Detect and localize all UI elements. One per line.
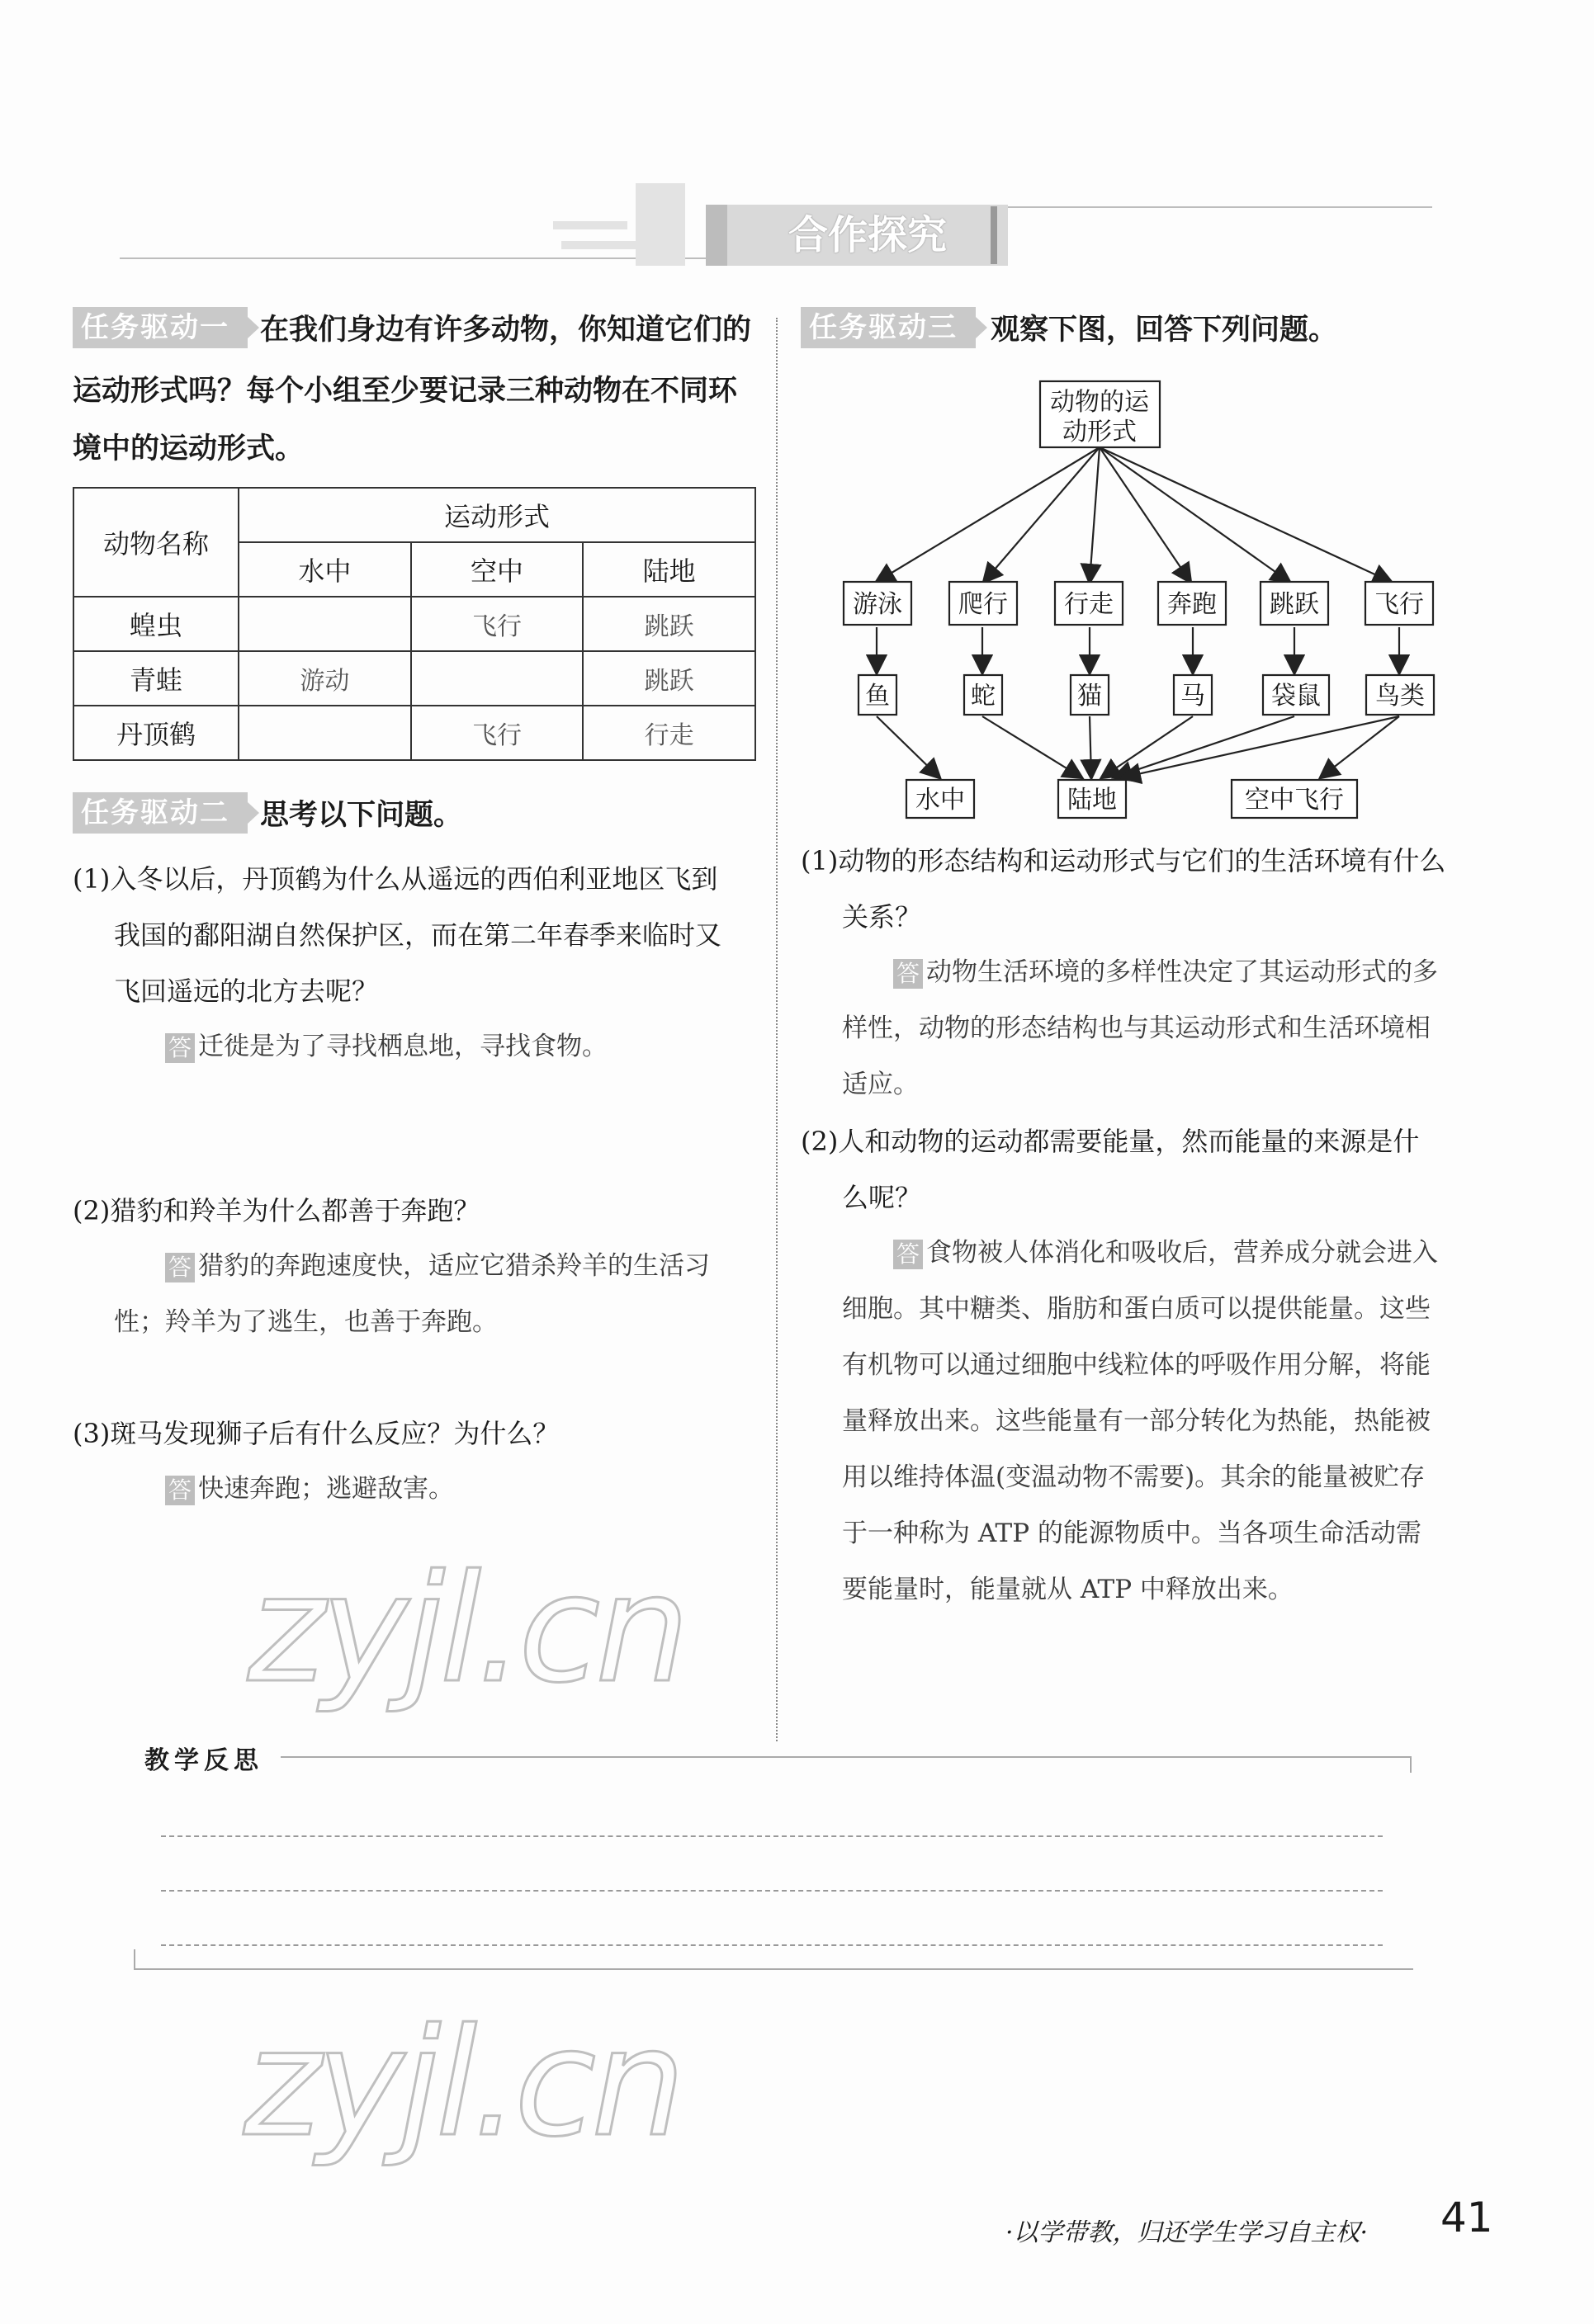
task2-a3-text: 快速奔跑；逃避敌害。	[198, 1474, 454, 1504]
reflection-top-rule	[281, 1756, 1412, 1758]
diagram-form: 跳跃	[1270, 590, 1319, 619]
task2-badge: 任务驱动二	[73, 792, 248, 834]
table-subheader: 空中	[411, 542, 584, 597]
header-rule-left	[120, 257, 706, 259]
reflection-corner	[134, 1949, 135, 1969]
table-row	[73, 651, 755, 706]
diagram-animal: 马	[1180, 682, 1205, 711]
task3-q1-line: (1)动物的形态结构和运动形式与它们的生活环境有什么	[801, 845, 1446, 876]
diagram-env: 陆地	[1067, 786, 1117, 815]
task3-q2-line: (2)人和动物的运动都需要能量，然而能量的来源是什	[801, 1126, 1420, 1157]
task2-a1	[165, 1025, 608, 1063]
answer-mark: 答	[165, 1476, 195, 1505]
reflection-line[interactable]	[161, 1890, 1383, 1892]
section-title: 合作探究	[706, 205, 1008, 266]
task2-q1-line: (1)入冬以后，丹顶鹤为什么从遥远的西伯利亚地区飞到	[73, 863, 718, 895]
task3-a2-line: 细胞。其中糖类、脂肪和蛋白质可以提供能量。这些	[842, 1294, 1431, 1324]
motion-diagram	[792, 371, 1486, 834]
task2-a3	[165, 1467, 454, 1505]
page-number: 41	[1440, 2194, 1493, 2241]
table-cell	[239, 597, 411, 651]
footer-motto: ·以学带教，归还学生学习自主权·	[1005, 2218, 1369, 2247]
diagram-animal: 猫	[1077, 682, 1102, 711]
task3-a1-line: 适应。	[842, 1070, 919, 1099]
task3-title: 观察下图，回答下列问题。	[991, 314, 1338, 347]
task2-a2-text: 猎豹的奔跑速度快，适应它猎杀羚羊的生活习	[198, 1251, 710, 1281]
table-cell	[411, 651, 584, 706]
diagram-animal: 鸟类	[1375, 682, 1425, 711]
header-deco	[991, 206, 997, 264]
reflection-line[interactable]	[161, 1835, 1383, 1837]
task2-a2	[165, 1245, 710, 1282]
diagram-env: 空中飞行	[1245, 786, 1344, 815]
diagram-form: 飞行	[1374, 590, 1424, 619]
task1-line: 境中的运动形式。	[73, 432, 305, 465]
reflection-title: 教学反思	[144, 1746, 263, 1775]
table-row	[73, 597, 755, 651]
header-deco	[636, 183, 685, 266]
answer-mark: 答	[893, 1240, 923, 1269]
task2-q2: (2)猎豹和羚羊为什么都善于奔跑？	[73, 1195, 480, 1226]
answer-mark: 答	[893, 959, 923, 989]
diagram-form: 游泳	[853, 590, 902, 619]
task1-line: 在我们身边有许多动物，你知道它们的	[260, 314, 752, 347]
table-cell-name: 蝗虫	[73, 597, 239, 651]
diagram-animal: 袋鼠	[1271, 682, 1321, 711]
task2-q3: (3)斑马发现狮子后有什么反应？为什么？	[73, 1418, 560, 1449]
table-cell-name: 丹顶鹤	[73, 706, 239, 760]
table-cell	[239, 706, 411, 760]
task2-a2-line: 性；羚羊为了逃生，也善于奔跑。	[114, 1307, 498, 1337]
watermark: zyjl.cn	[248, 1543, 685, 1716]
diagram-form: 行走	[1064, 590, 1114, 619]
task3-a1	[893, 951, 1438, 989]
header-rule-right	[995, 206, 1432, 208]
diagram-root-line: 动物的运	[1050, 388, 1149, 417]
answer-mark: 答	[165, 1033, 195, 1063]
task2-q1-line: 飞回遥远的北方去呢？	[114, 975, 379, 1007]
task3-q2-line: 么呢？	[842, 1182, 922, 1213]
task3-a2-line: 于一种称为 ATP 的能源物质中。当各项生命活动需	[842, 1519, 1421, 1548]
answer-mark: 答	[165, 1253, 195, 1282]
table-cell: 跳跃	[583, 597, 755, 651]
task3-a2-line: 用以维持体温(变温动物不需要)。其余的能量被贮存	[842, 1462, 1426, 1492]
watermark: zyjl.cn	[244, 1997, 681, 2170]
table-cell: 游动	[239, 651, 411, 706]
task1-badge: 任务驱动一	[73, 307, 248, 348]
task2-q1-line: 我国的鄱阳湖自然保护区，而在第二年春季来临时又	[114, 919, 722, 951]
task3-a2-line: 有机物可以通过细胞中线粒体的呼吸作用分解，将能	[842, 1350, 1431, 1380]
table-row	[73, 706, 755, 760]
table-subheader: 陆地	[583, 542, 755, 597]
task3-a2-line: 量释放出来。这些能量有一部分转化为热能，热能被	[842, 1406, 1431, 1436]
diagram-animal: 蛇	[971, 682, 996, 711]
table-header-group: 运动形式	[239, 488, 755, 542]
reflection-bottom-rule	[134, 1968, 1413, 1970]
header-deco	[561, 241, 636, 249]
task2-a1-text: 迁徙是为了寻找栖息地，寻找食物。	[198, 1032, 608, 1061]
task1-line: 运动形式吗？每个小组至少要记录三种动物在不同环	[73, 375, 738, 408]
task3-a1-line: 样性，动物的形态结构也与其运动形式和生活环境相	[842, 1013, 1431, 1043]
column-divider	[776, 318, 778, 1741]
task3-badge: 任务驱动三	[801, 307, 976, 348]
table-cell: 跳跃	[583, 651, 755, 706]
diagram-animal: 鱼	[865, 682, 890, 711]
table-subheader: 水中	[239, 542, 411, 597]
task3-a2-line: 要能量时，能量就从 ATP 中释放出来。	[842, 1575, 1294, 1604]
task2-title: 思考以下问题。	[260, 799, 463, 832]
header-deco	[553, 221, 627, 229]
task3-a2-text: 食物被人体消化和吸收后，营养成分就会进入	[926, 1238, 1438, 1268]
diagram-root-line: 动形式	[1062, 418, 1137, 446]
diagram-form: 爬行	[958, 590, 1008, 619]
task3-q1-line: 关系？	[842, 901, 922, 933]
diagram-env: 水中	[915, 786, 965, 815]
reflection-corner	[1410, 1756, 1412, 1773]
table-cell: 行走	[583, 706, 755, 760]
table-header-name: 动物名称	[73, 488, 239, 597]
task3-a2	[893, 1231, 1438, 1269]
reflection-line[interactable]	[161, 1944, 1383, 1946]
task3-a1-text: 动物生活环境的多样性决定了其运动形式的多	[926, 957, 1438, 987]
motion-table	[73, 487, 756, 761]
table-cell-name: 青蛙	[73, 651, 239, 706]
diagram-form: 奔跑	[1167, 590, 1217, 619]
table-cell: 飞行	[411, 706, 584, 760]
table-cell: 飞行	[411, 597, 584, 651]
